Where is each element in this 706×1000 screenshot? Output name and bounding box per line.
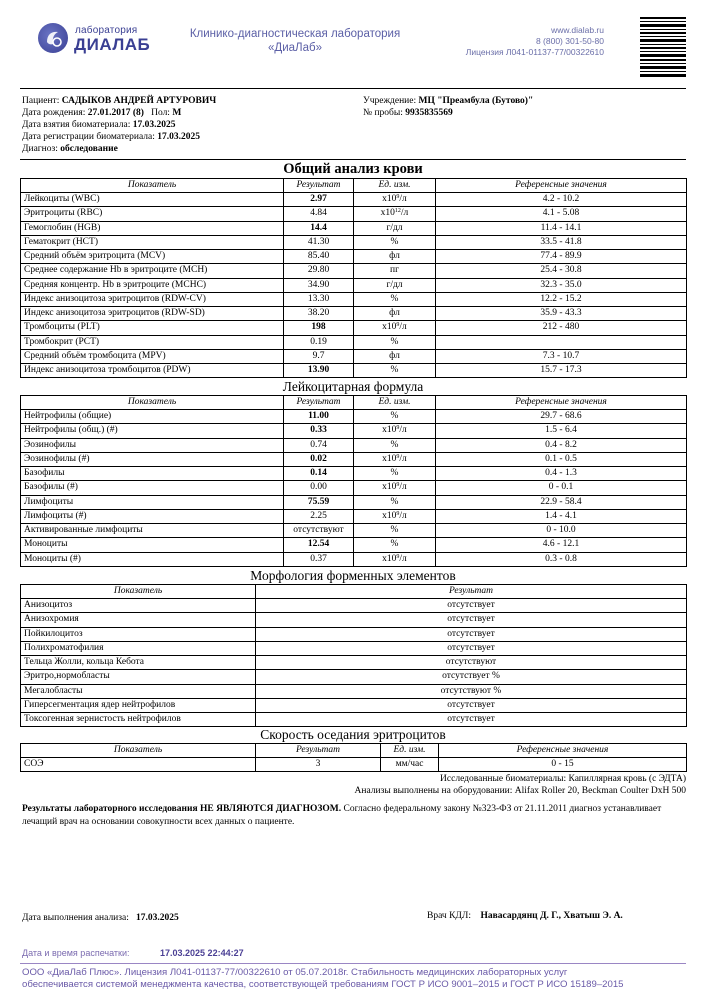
unit-tail: /л	[399, 322, 407, 333]
institution: МЦ "Преамбула (Бутово)"	[418, 96, 534, 106]
doctors: Навасардянц Д. Г., Хватыш Э. А.	[480, 911, 623, 921]
section-title-esr: Скорость оседания эритроцитов	[260, 727, 446, 742]
param-name: Мегалобласты	[21, 684, 256, 698]
license: Лицензия Л041-01137-77/00322610	[465, 47, 604, 57]
result-value: отсутствуют	[284, 524, 354, 538]
done-date: 17.03.2025	[136, 913, 179, 923]
footer-divider	[20, 963, 686, 964]
table-row	[21, 613, 687, 627]
unit	[354, 424, 436, 438]
result-value: 34.90	[284, 278, 354, 292]
equipment-note: Анализы выполнены на оборудовании: Alifax Roller 20, Beckman Coulter DxH 500	[354, 786, 686, 796]
reference-range: 0.4 - 8.2	[436, 438, 687, 452]
dialab-logo-icon	[38, 23, 68, 53]
label: Пол:	[151, 108, 170, 118]
reference-range	[436, 335, 687, 349]
reference-range: 212 - 480	[436, 321, 687, 335]
logo-title: ДИАЛАБ	[74, 35, 151, 54]
unit	[354, 349, 436, 363]
license-line-1: ООО «ДиаЛаб Плюс». Лицензия Л041-01137-77/00322610 от 05.07.2018г. Стабильность медицинских лабораторных услуг	[22, 967, 568, 978]
reference-range: 77.4 - 89.9	[436, 250, 687, 264]
result-value: отсутствует	[256, 613, 687, 627]
result-value: 3	[256, 758, 381, 772]
unit-exponent: 9	[396, 482, 400, 489]
reference-range: 11.4 - 14.1	[436, 221, 687, 235]
table-row	[21, 627, 687, 641]
table-row	[21, 538, 687, 552]
patient-dob-line	[22, 108, 181, 120]
col-result: Результат	[256, 744, 381, 758]
result-value: 4.84	[284, 207, 354, 221]
param-name: Моноциты (#)	[21, 552, 284, 566]
reference-range: 0 - 15	[439, 758, 687, 772]
result-value: 0.37	[284, 552, 354, 566]
result-value: 75.59	[284, 495, 354, 509]
result-value: отсутствуют %	[256, 684, 687, 698]
unit	[354, 538, 436, 552]
unit-base: x10	[380, 208, 395, 219]
param-name: Среднее содержание Hb в эритроците (MCH)	[21, 264, 284, 278]
biomaterial-note: Исследованные биоматериалы: Капиллярная кровь (с ЭДТА)	[440, 774, 686, 784]
reference-range: 22.9 - 58.4	[436, 495, 687, 509]
patient-dob: 27.01.2017 (8)	[87, 108, 144, 118]
result-value: 38.20	[284, 307, 354, 321]
result-value: 9.7	[284, 349, 354, 363]
sample-date: 17.03.2025	[132, 120, 176, 130]
param-name: Гемоглобин (HGB)	[21, 221, 284, 235]
col-param: Показатель	[21, 396, 284, 410]
unit-exponent: 12	[394, 208, 401, 215]
morph-table	[20, 584, 687, 727]
unit-tail: /л	[399, 553, 407, 564]
sample-date-line	[22, 120, 176, 132]
table-row	[21, 641, 687, 655]
unit-base: %	[390, 236, 399, 247]
unit-base: %	[390, 496, 399, 507]
reference-range: 35.9 - 43.3	[436, 307, 687, 321]
diagnosis: обследование	[60, 144, 118, 154]
table-row	[21, 250, 687, 264]
table-row	[21, 698, 687, 712]
unit	[354, 235, 436, 249]
unit	[354, 552, 436, 566]
section-title-cbc: Общий анализ крови	[283, 161, 423, 177]
sample-number: 9935835569	[405, 108, 453, 118]
unit-base: г/дл	[386, 279, 403, 290]
table-row	[21, 509, 687, 523]
unit-tail: /л	[399, 510, 407, 521]
result-value: отсутствует	[256, 641, 687, 655]
phone: 8 (800) 301-50-80	[535, 36, 604, 46]
param-name: Нейтрофилы (общ.) (#)	[21, 424, 284, 438]
unit	[354, 438, 436, 452]
result-value: отсутствует %	[256, 670, 687, 684]
sample-no-line	[363, 108, 453, 120]
col-result: Результат	[256, 585, 687, 599]
unit	[354, 321, 436, 335]
result-value: отсутствует	[256, 599, 687, 613]
table-row	[21, 321, 687, 335]
reference-range: 0.3 - 0.8	[436, 552, 687, 566]
unit	[354, 524, 436, 538]
table-row	[21, 599, 687, 613]
unit	[354, 335, 436, 349]
param-name: Анизохромия	[21, 613, 256, 627]
param-name: Эритро,нормобласты	[21, 670, 256, 684]
table-row	[21, 524, 687, 538]
unit-exponent: 9	[396, 322, 400, 329]
param-name: Индекс анизоцитоза эритроцитов (RDW-SD)	[21, 307, 284, 321]
unit-tail: /л	[399, 453, 407, 464]
table-row	[21, 349, 687, 363]
param-name: Гематокрит (HCT)	[21, 235, 284, 249]
unit-tail: /л	[399, 194, 407, 205]
table-row	[21, 207, 687, 221]
section-divider	[20, 159, 686, 160]
table-row	[21, 292, 687, 306]
done-date-line	[22, 913, 179, 923]
table-row	[21, 424, 687, 438]
license-footer	[22, 967, 624, 991]
reference-range: 25.4 - 30.8	[436, 264, 687, 278]
label: Пациент:	[22, 96, 60, 106]
param-name: Средняя концентр. Hb в эритроците (MCHC)	[21, 278, 284, 292]
table-row	[21, 438, 687, 452]
param-name: Тромбокрит (PCT)	[21, 335, 284, 349]
table-row	[21, 307, 687, 321]
reference-range: 15.7 - 17.3	[436, 364, 687, 378]
unit-base: x10	[382, 482, 397, 493]
disclaimer-bold: Результаты лабораторного исследования НЕ ЯВЛЯЮТСЯ ДИАГНОЗОМ.	[22, 804, 342, 814]
leuko-table	[20, 395, 687, 567]
reference-range: 0.1 - 0.5	[436, 452, 687, 466]
result-value: 0.33	[284, 424, 354, 438]
reference-range: 0.4 - 1.3	[436, 467, 687, 481]
table-header	[21, 585, 687, 599]
reference-range: 4.2 - 10.2	[436, 193, 687, 207]
reference-range: 0 - 10.0	[436, 524, 687, 538]
website: www.dialab.ru	[551, 25, 604, 35]
reference-range: 29.7 - 68.6	[436, 410, 687, 424]
reference-range: 7.3 - 10.7	[436, 349, 687, 363]
table-row	[21, 670, 687, 684]
param-name: Гиперсегментация ядер нейтрофилов	[21, 698, 256, 712]
diagnosis-line	[22, 144, 118, 156]
reference-range: 4.6 - 12.1	[436, 538, 687, 552]
unit	[354, 207, 436, 221]
unit-exponent: 9	[396, 425, 400, 432]
reference-range: 0 - 0.1	[436, 481, 687, 495]
label: Учреждение:	[363, 96, 417, 106]
result-value: 2.25	[284, 509, 354, 523]
table-header	[21, 396, 687, 410]
unit	[381, 758, 439, 772]
result-value: 12.54	[284, 538, 354, 552]
col-unit: Ед. изм.	[354, 396, 436, 410]
unit-base: x10	[382, 553, 397, 564]
unit	[354, 452, 436, 466]
label: № пробы:	[363, 108, 403, 118]
col-unit: Ед. изм.	[381, 744, 439, 758]
unit-base: %	[390, 468, 399, 479]
unit-tail: /л	[400, 208, 409, 219]
reference-range: 4.1 - 5.08	[436, 207, 687, 221]
unit-base: пг	[390, 265, 399, 276]
table-row	[21, 656, 687, 670]
param-name: Тельца Жолли, кольца Кебота	[21, 656, 256, 670]
label: Дата взятия биоматериала:	[22, 120, 131, 130]
unit-base: %	[390, 411, 399, 422]
col-param: Показатель	[21, 585, 256, 599]
reference-range: 1.5 - 6.4	[436, 424, 687, 438]
result-value: 0.19	[284, 335, 354, 349]
label: Дата и время распечатки:	[22, 948, 130, 958]
cbc-table	[20, 178, 687, 378]
unit-base: фл	[389, 350, 400, 361]
unit-base: мм/час	[395, 759, 424, 770]
table-row	[21, 235, 687, 249]
table-row	[21, 410, 687, 424]
patient-sex: М	[172, 108, 182, 118]
table-row	[21, 552, 687, 566]
doctor-line	[427, 911, 623, 921]
label: Дата рождения:	[22, 108, 86, 118]
result-value: 13.30	[284, 292, 354, 306]
lab-title	[180, 27, 410, 55]
table-header	[21, 744, 687, 758]
label: Врач КДЛ:	[427, 911, 471, 921]
unit	[354, 221, 436, 235]
table-row	[21, 193, 687, 207]
unit	[354, 264, 436, 278]
param-name: Тромбоциты (PLT)	[21, 321, 284, 335]
table-row	[21, 758, 687, 772]
col-ref: Референсные значения	[439, 744, 687, 758]
unit	[354, 495, 436, 509]
param-name: Индекс анизоцитоза эритроцитов (RDW-CV)	[21, 292, 284, 306]
unit	[354, 364, 436, 378]
result-value: 0.00	[284, 481, 354, 495]
param-name: Активированные лимфоциты	[21, 524, 284, 538]
table-row	[21, 452, 687, 466]
result-value: 11.00	[284, 410, 354, 424]
unit	[354, 278, 436, 292]
unit-exponent: 9	[396, 510, 400, 517]
result-value: отсутствует	[256, 698, 687, 712]
table-row	[21, 495, 687, 509]
result-value: 29.80	[284, 264, 354, 278]
col-ref: Референсные значения	[436, 396, 687, 410]
param-name: Токсогенная зернистость нейтрофилов	[21, 713, 256, 727]
param-name: Полихроматофилия	[21, 641, 256, 655]
result-value: 2.97	[284, 193, 354, 207]
unit-base: %	[390, 439, 399, 450]
unit	[354, 410, 436, 424]
unit-base: фл	[389, 308, 400, 319]
institution-line	[363, 96, 533, 108]
col-result: Результат	[284, 396, 354, 410]
esr-table	[20, 743, 687, 772]
reg-date: 17.03.2025	[157, 132, 200, 142]
table-row	[21, 335, 687, 349]
barcode-icon	[640, 17, 686, 77]
reference-range: 32.3 - 35.0	[436, 278, 687, 292]
reference-range: 33.5 - 41.8	[436, 235, 687, 249]
unit-base: %	[390, 525, 399, 536]
unit-tail: /л	[399, 482, 407, 493]
unit-base: x10	[382, 510, 397, 521]
unit-base: %	[390, 336, 399, 347]
unit	[354, 307, 436, 321]
unit-base: %	[390, 365, 399, 376]
result-value: 13.90	[284, 364, 354, 378]
table-row	[21, 364, 687, 378]
param-name: СОЭ	[21, 758, 256, 772]
unit	[354, 250, 436, 264]
result-value: отсутствует	[256, 713, 687, 727]
param-name: Индекс анизоцитоза тромбоцитов (PDW)	[21, 364, 284, 378]
col-ref: Референсные значения	[436, 179, 687, 193]
param-name: Нейтрофилы (общие)	[21, 410, 284, 424]
table-row	[21, 467, 687, 481]
param-name: Базофилы	[21, 467, 284, 481]
param-name: Моноциты	[21, 538, 284, 552]
result-value: 14.4	[284, 221, 354, 235]
param-name: Эритроциты (RBC)	[21, 207, 284, 221]
result-value: 41.30	[284, 235, 354, 249]
param-name: Лимфоциты	[21, 495, 284, 509]
disclaimer	[22, 803, 687, 829]
unit-base: %	[390, 539, 399, 550]
result-value: отсутствуют	[256, 656, 687, 670]
table-header	[21, 179, 687, 193]
section-title-leuko: Лейкоцитарная формула	[282, 379, 424, 394]
param-name: Лимфоциты (#)	[21, 509, 284, 523]
param-name: Базофилы (#)	[21, 481, 284, 495]
result-value: 0.74	[284, 438, 354, 452]
unit-base: x10	[382, 322, 397, 333]
unit	[354, 193, 436, 207]
unit-exponent: 9	[396, 194, 400, 201]
param-name: Эозинофилы	[21, 438, 284, 452]
lab-name-line: «ДиаЛаб»	[268, 42, 322, 54]
patient-name: САДЫКОВ АНДРЕЙ АРТУРОВИЧ	[61, 96, 217, 106]
reference-range: 12.2 - 15.2	[436, 292, 687, 306]
unit-base: фл	[389, 251, 400, 262]
label: Диагноз:	[22, 144, 58, 154]
unit	[354, 481, 436, 495]
reg-date-line	[22, 132, 200, 144]
unit-base: г/дл	[386, 222, 403, 233]
disclaimer-text: Согласно федеральному закону №323-ФЗ от 21.11.2011 диагноз устанавливает лечащий врач на основании совокупности всех данных о пациенте.	[22, 804, 662, 827]
param-name: Анизоцитоз	[21, 599, 256, 613]
print-time: 17.03.2025 22:44:27	[160, 948, 244, 958]
unit	[354, 467, 436, 481]
unit-base: x10	[382, 425, 397, 436]
label: Дата выполнения анализа:	[22, 913, 129, 923]
table-row	[21, 684, 687, 698]
col-param: Показатель	[21, 179, 284, 193]
result-value: 0.02	[284, 452, 354, 466]
table-row	[21, 713, 687, 727]
col-unit: Ед. изм.	[354, 179, 436, 193]
param-name: Средний объём тромбоцита (MPV)	[21, 349, 284, 363]
lab-contacts	[466, 25, 604, 58]
unit-base: %	[390, 293, 399, 304]
logo-subtitle: лаборатория	[75, 25, 138, 36]
unit-base: x10	[382, 453, 397, 464]
reference-range: 1.4 - 4.1	[436, 509, 687, 523]
table-row	[21, 264, 687, 278]
license-line-2: обеспечивается системой менеджмента качества, соответствующей требованиям ГОСТ Р ИСО 9001–2015 и ГОСТ Р ИСО 15189–2015	[22, 979, 624, 990]
param-name: Средний объём эритроцита (MCV)	[21, 250, 284, 264]
param-name: Пойкилоцитоз	[21, 627, 256, 641]
unit-exponent: 9	[396, 453, 400, 460]
result-value: отсутствует	[256, 627, 687, 641]
unit-tail: /л	[399, 425, 407, 436]
param-name: Лейкоциты (WBC)	[21, 193, 284, 207]
table-row	[21, 481, 687, 495]
result-value: 0.14	[284, 467, 354, 481]
header-divider	[20, 88, 686, 89]
result-value: 198	[284, 321, 354, 335]
print-time-line	[22, 948, 244, 958]
patient-name-line	[22, 96, 216, 108]
label: Дата регистрации биоматериала:	[22, 132, 155, 142]
result-value: 85.40	[284, 250, 354, 264]
unit-base: x10	[382, 194, 397, 205]
section-title-morph: Морфология форменных элементов	[250, 568, 456, 583]
table-row	[21, 278, 687, 292]
unit-exponent: 9	[396, 553, 400, 560]
table-row	[21, 221, 687, 235]
col-result: Результат	[284, 179, 354, 193]
lab-title-line: Клинико-диагностическая лаборатория	[189, 28, 401, 40]
unit	[354, 509, 436, 523]
param-name: Эозинофилы (#)	[21, 452, 284, 466]
col-param: Показатель	[21, 744, 256, 758]
unit	[354, 292, 436, 306]
